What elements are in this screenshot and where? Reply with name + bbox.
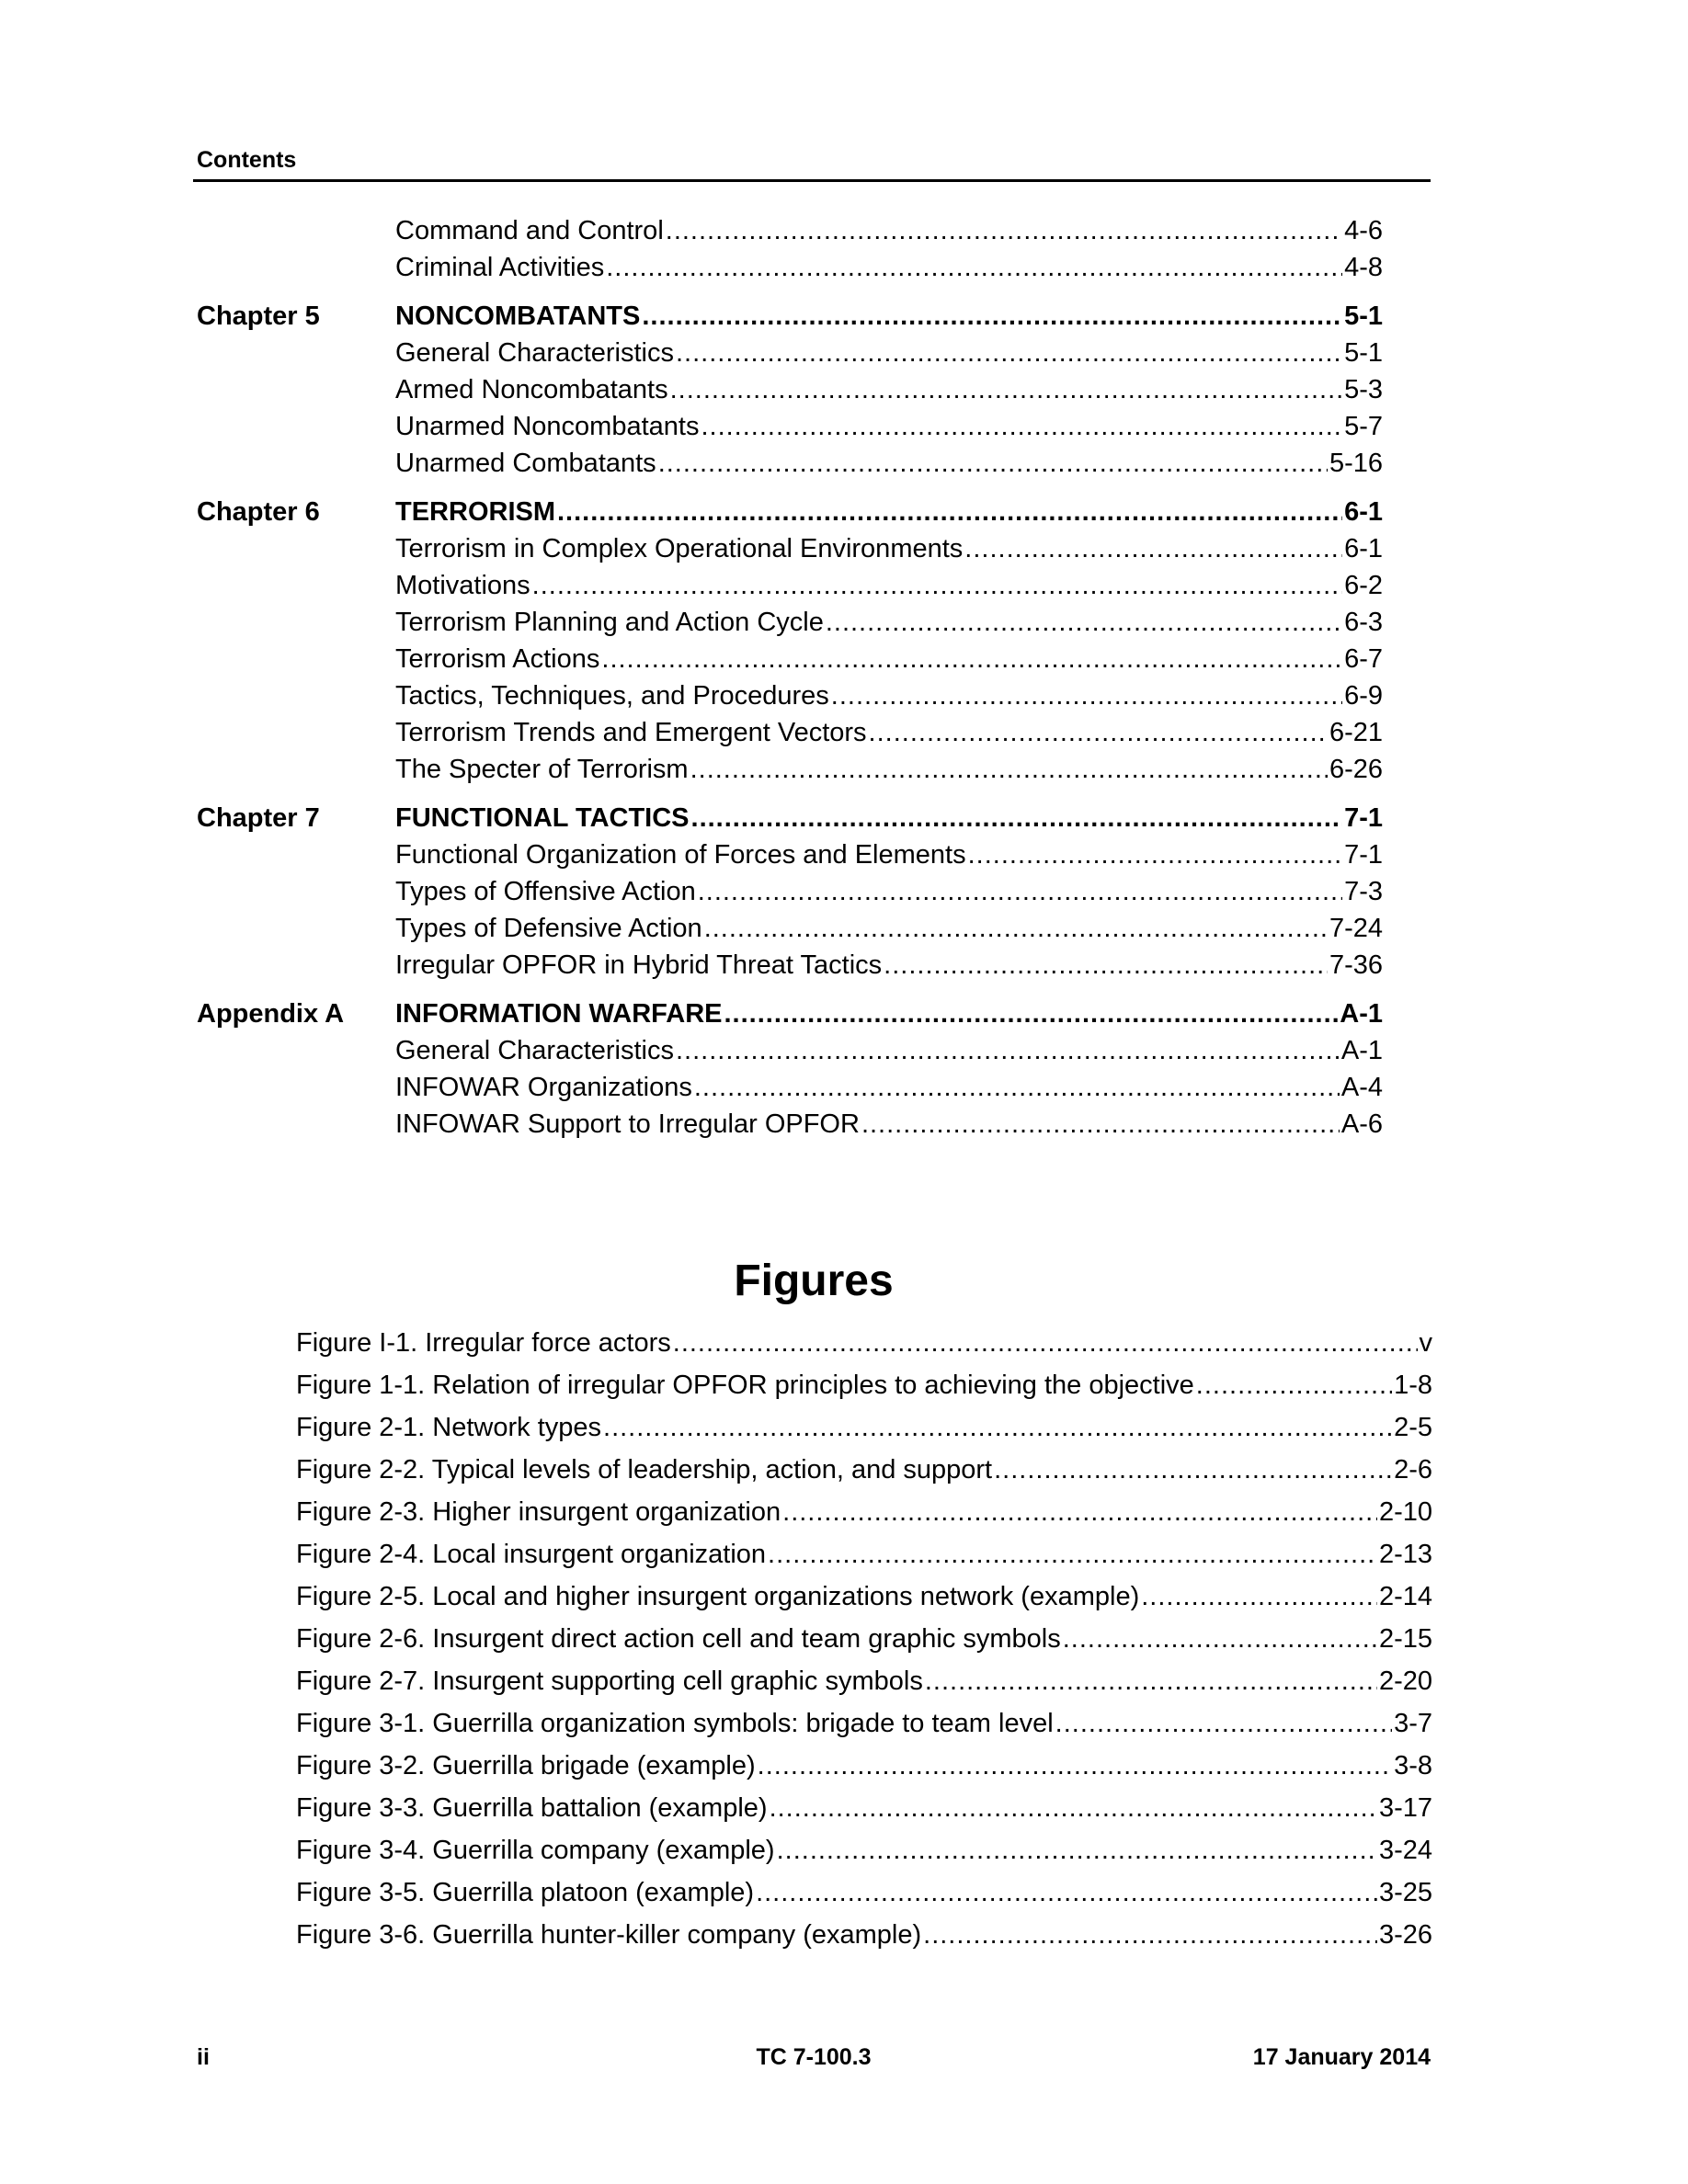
dot-leader [532, 567, 1342, 604]
toc-entry-title: FUNCTIONAL TACTICS [395, 803, 690, 833]
figure-page: 2-6 [1394, 1455, 1432, 1484]
dot-leader [869, 714, 1328, 751]
figure-title: Figure 2-3. Higher insurgent organization [296, 1497, 781, 1527]
toc-row [197, 604, 1383, 641]
toc-section-link[interactable] [395, 873, 1383, 910]
toc-entry-title: General Characteristics [395, 338, 674, 368]
toc-section-label [197, 335, 395, 371]
figure-title: Figure 2-6. Insurgent direct action cell and team graphic symbols [296, 1624, 1061, 1654]
dot-leader [724, 995, 1339, 1032]
toc-section-link[interactable] [395, 1032, 1383, 1069]
toc-group [197, 800, 1383, 984]
toc-section-link[interactable] [395, 212, 1383, 249]
figure-list-item[interactable] [296, 1491, 1432, 1533]
dot-leader [831, 677, 1342, 714]
toc-section-link[interactable] [395, 1106, 1383, 1143]
dot-leader [768, 1533, 1377, 1575]
running-header: Contents [197, 147, 297, 173]
dot-leader [658, 445, 1328, 482]
toc-entry-title: Unarmed Noncombatants [395, 412, 700, 441]
dot-leader [704, 910, 1328, 947]
table-of-contents [197, 212, 1383, 1155]
toc-section-link[interactable] [395, 751, 1383, 788]
dot-leader [1196, 1364, 1392, 1406]
toc-entry-title: Terrorism Planning and Action Cycle [395, 608, 824, 637]
toc-section-link[interactable] [395, 249, 1383, 286]
toc-row [197, 249, 1383, 286]
toc-entry-title: The Specter of Terrorism [395, 755, 689, 784]
toc-row [197, 800, 1383, 836]
toc-section-link[interactable] [395, 714, 1383, 751]
toc-section-label [197, 530, 395, 567]
figure-list-item[interactable] [296, 1702, 1432, 1745]
figures-list [296, 1322, 1432, 1956]
toc-row [197, 836, 1383, 873]
toc-entry-page: A-4 [1340, 1073, 1383, 1102]
figure-list-item[interactable] [296, 1871, 1432, 1914]
toc-chapter-link[interactable] [395, 800, 1383, 836]
toc-entry-page: 6-2 [1344, 571, 1383, 600]
figures-heading: Figures [734, 1257, 894, 1305]
toc-entry-page: 5-1 [1344, 301, 1383, 331]
toc-entry-title: Types of Offensive Action [395, 877, 696, 906]
footer-doc-id: TC 7-100.3 [756, 2044, 872, 2070]
toc-section-link[interactable] [395, 530, 1383, 567]
figure-page: 3-26 [1378, 1920, 1432, 1950]
figure-list-item[interactable] [296, 1660, 1432, 1702]
toc-row [197, 714, 1383, 751]
toc-entry-title: INFOWAR Support to Irregular OPFOR [395, 1109, 860, 1139]
toc-section-link[interactable] [395, 567, 1383, 604]
figure-list-item[interactable] [296, 1406, 1432, 1449]
toc-entry-title: Tactics, Techniques, and Procedures [395, 681, 829, 711]
dot-leader [676, 1032, 1340, 1069]
toc-row [197, 947, 1383, 984]
toc-entry-page: 6-1 [1344, 497, 1383, 527]
toc-section-label [197, 567, 395, 604]
figure-page: 2-5 [1394, 1413, 1432, 1442]
figure-page: 1-8 [1394, 1371, 1432, 1400]
dot-leader [1141, 1575, 1377, 1618]
toc-section-link[interactable] [395, 677, 1383, 714]
dot-leader [758, 1745, 1392, 1787]
figure-list-item[interactable] [296, 1745, 1432, 1787]
toc-entry-page: A-1 [1340, 999, 1383, 1029]
figure-title: Figure 2-7. Insurgent supporting cell graphic symbols [296, 1666, 923, 1696]
figure-list-item[interactable] [296, 1364, 1432, 1406]
toc-section-link[interactable] [395, 910, 1383, 947]
figure-page: 3-17 [1378, 1793, 1432, 1823]
toc-entry-page: 6-9 [1344, 681, 1383, 711]
toc-section-label [197, 1069, 395, 1106]
dot-leader [1055, 1702, 1392, 1745]
dot-leader [670, 371, 1342, 408]
dot-leader [603, 1406, 1392, 1449]
toc-section-link[interactable] [395, 1069, 1383, 1106]
toc-entry-title: Terrorism Trends and Emergent Vectors [395, 718, 867, 747]
figure-title: Figure I-1. Irregular force actors [296, 1328, 671, 1358]
toc-entry-page: 5-16 [1329, 449, 1383, 478]
dot-leader [666, 212, 1342, 249]
dot-leader [601, 641, 1342, 677]
dot-leader [694, 1069, 1340, 1106]
toc-entry-title: Types of Defensive Action [395, 914, 702, 943]
toc-entry-page: 7-3 [1344, 877, 1383, 906]
toc-section-label [197, 641, 395, 677]
toc-section-label: Appendix A [197, 999, 345, 1029]
figure-title: Figure 3-5. Guerrilla platoon (example) [296, 1878, 755, 1907]
toc-entry-title: Functional Organization of Forces and Elements [395, 840, 966, 870]
toc-entry-title: Command and Control [395, 216, 664, 245]
figure-list-item[interactable] [296, 1618, 1432, 1660]
figure-page: 2-10 [1378, 1497, 1432, 1527]
dot-leader [923, 1914, 1377, 1956]
dot-leader [884, 947, 1328, 984]
figure-title: Figure 3-2. Guerrilla brigade (example) [296, 1751, 756, 1780]
figure-page: 3-8 [1394, 1751, 1432, 1780]
toc-entry-title: Irregular OPFOR in Hybrid Threat Tactics [395, 950, 883, 980]
toc-section-label [197, 910, 395, 947]
figure-list-item[interactable] [296, 1322, 1432, 1364]
toc-chapter-link[interactable] [395, 995, 1383, 1032]
dot-leader [756, 1871, 1377, 1914]
toc-row [197, 1106, 1383, 1143]
toc-entry-page: 7-24 [1329, 914, 1383, 943]
figure-list-item[interactable] [296, 1533, 1432, 1575]
figure-title: Figure 2-4. Local insurgent organization [296, 1540, 767, 1569]
figure-title: Figure 2-1. Network types [296, 1413, 602, 1442]
dot-leader [701, 408, 1342, 445]
figure-title: Figure 3-3. Guerrilla battalion (example) [296, 1793, 768, 1823]
toc-chapter-link[interactable] [395, 298, 1383, 335]
toc-row [197, 298, 1383, 335]
dot-leader [673, 1322, 1418, 1364]
toc-row [197, 995, 1383, 1032]
figure-title: Figure 3-4. Guerrilla company (example) [296, 1836, 775, 1865]
header-rule [193, 179, 1431, 182]
toc-row [197, 445, 1383, 482]
toc-section-link[interactable] [395, 335, 1383, 371]
dot-leader [691, 800, 1343, 836]
figure-page: 3-7 [1394, 1709, 1432, 1738]
dot-leader [770, 1787, 1377, 1829]
dot-leader [676, 335, 1342, 371]
toc-section-link[interactable] [395, 604, 1383, 641]
dot-leader [557, 494, 1342, 530]
figure-page: 2-20 [1378, 1666, 1432, 1696]
toc-section-label [197, 677, 395, 714]
toc-group [197, 212, 1383, 286]
toc-section-label [197, 714, 395, 751]
toc-section-label [197, 1032, 395, 1069]
toc-row [197, 1069, 1383, 1106]
toc-entry-title: TERRORISM [395, 497, 555, 527]
toc-entry-title: Terrorism in Complex Operational Environments [395, 534, 964, 563]
toc-group [197, 494, 1383, 788]
figure-page: 2-13 [1378, 1540, 1432, 1569]
toc-entry-title: Terrorism Actions [395, 644, 600, 674]
figure-page: 2-14 [1378, 1582, 1432, 1611]
dot-leader [777, 1829, 1377, 1871]
toc-row [197, 494, 1383, 530]
toc-section-label: Chapter 7 [197, 803, 320, 833]
toc-section-label [197, 947, 395, 984]
toc-group [197, 995, 1383, 1143]
toc-row [197, 335, 1383, 371]
toc-section-link[interactable] [395, 836, 1383, 873]
toc-entry-page: 7-1 [1344, 803, 1383, 833]
dot-leader [698, 873, 1342, 910]
figure-list-item[interactable] [296, 1449, 1432, 1491]
figure-title: Figure 2-2. Typical levels of leadership, action, and support [296, 1455, 993, 1484]
toc-row [197, 873, 1383, 910]
figure-page: 3-24 [1378, 1836, 1432, 1865]
toc-section-label [197, 249, 395, 286]
toc-entry-page: 5-3 [1344, 375, 1383, 404]
figure-page: 2-15 [1378, 1624, 1432, 1654]
toc-entry-page: 5-7 [1344, 412, 1383, 441]
dot-leader [968, 836, 1342, 873]
toc-row [197, 641, 1383, 677]
toc-chapter-link[interactable] [395, 494, 1383, 530]
toc-row [197, 677, 1383, 714]
toc-section-label [197, 212, 395, 249]
toc-entry-page: 5-1 [1344, 338, 1383, 368]
figure-list-item[interactable] [296, 1829, 1432, 1871]
figure-list-item[interactable] [296, 1914, 1432, 1956]
dot-leader [606, 249, 1342, 286]
toc-entry-page: 7-1 [1344, 840, 1383, 870]
figure-page: 3-25 [1378, 1878, 1432, 1907]
toc-section-label [197, 604, 395, 641]
dot-leader [782, 1491, 1377, 1533]
toc-section-label [197, 1106, 395, 1143]
dot-leader [1063, 1618, 1377, 1660]
toc-entry-page: 6-3 [1344, 608, 1383, 637]
toc-entry-title: INFORMATION WARFARE [395, 999, 723, 1029]
toc-entry-title: Motivations [395, 571, 530, 600]
toc-entry-page: 6-26 [1329, 755, 1383, 784]
figure-title: Figure 3-1. Guerrilla organization symbols: brigade to team level [296, 1709, 1054, 1738]
toc-entry-page: 6-7 [1344, 644, 1383, 674]
toc-entry-page: 4-8 [1344, 253, 1383, 282]
toc-row [197, 371, 1383, 408]
toc-entry-page: 4-6 [1344, 216, 1383, 245]
dot-leader [964, 530, 1342, 567]
toc-entry-title: Unarmed Combatants [395, 449, 656, 478]
toc-section-link[interactable] [395, 371, 1383, 408]
toc-row [197, 212, 1383, 249]
toc-row [197, 1032, 1383, 1069]
toc-section-label [197, 371, 395, 408]
toc-entry-title: NONCOMBATANTS [395, 301, 641, 331]
toc-group [197, 298, 1383, 482]
dot-leader [925, 1660, 1377, 1702]
figure-title: Figure 3-6. Guerrilla hunter-killer company (example) [296, 1920, 922, 1950]
toc-section-link[interactable] [395, 445, 1383, 482]
toc-entry-title: INFOWAR Organizations [395, 1073, 692, 1102]
toc-section-label: Chapter 5 [197, 301, 320, 331]
toc-row [197, 530, 1383, 567]
figure-list-item[interactable] [296, 1787, 1432, 1829]
toc-entry-page: 7-36 [1329, 950, 1383, 980]
toc-section-label [197, 751, 395, 788]
toc-row [197, 408, 1383, 445]
toc-entry-title: General Characteristics [395, 1036, 674, 1065]
toc-section-link[interactable] [395, 408, 1383, 445]
toc-entry-page: A-1 [1340, 1036, 1383, 1065]
figure-list-item[interactable] [296, 1575, 1432, 1618]
toc-entry-page: A-6 [1340, 1109, 1383, 1139]
footer-page-number: ii [197, 2044, 210, 2070]
toc-section-link[interactable] [395, 641, 1383, 677]
footer-date: 17 January 2014 [1252, 2044, 1431, 2070]
toc-entry-page: 6-21 [1329, 718, 1383, 747]
dot-leader [642, 298, 1342, 335]
toc-entry-title: Armed Noncombatants [395, 375, 668, 404]
toc-row [197, 567, 1383, 604]
toc-section-label: Chapter 6 [197, 497, 320, 527]
toc-row [197, 910, 1383, 947]
dot-leader [994, 1449, 1392, 1491]
toc-section-label [197, 836, 395, 873]
toc-section-label [197, 445, 395, 482]
toc-section-label [197, 408, 395, 445]
figure-title: Figure 1-1. Relation of irregular OPFOR principles to achieving the objective [296, 1371, 1194, 1400]
toc-section-label [197, 873, 395, 910]
toc-section-link[interactable] [395, 947, 1383, 984]
toc-row [197, 751, 1383, 788]
toc-entry-title: Criminal Activities [395, 253, 605, 282]
figure-page: v [1419, 1328, 1432, 1358]
dot-leader [826, 604, 1342, 641]
toc-entry-page: 6-1 [1344, 534, 1383, 563]
dot-leader [690, 751, 1328, 788]
figure-title: Figure 2-5. Local and higher insurgent organizations network (example) [296, 1582, 1140, 1611]
dot-leader [861, 1106, 1340, 1143]
